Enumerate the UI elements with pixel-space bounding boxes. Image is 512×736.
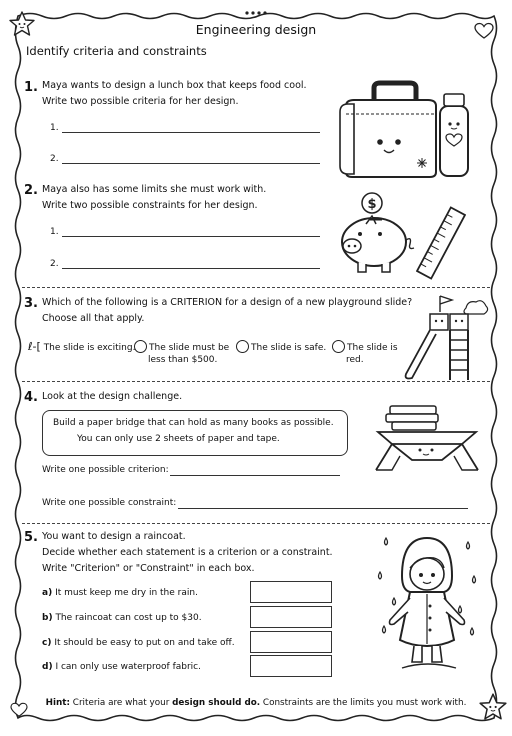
- q3-number: 3.: [24, 296, 38, 311]
- star-icon: [478, 692, 508, 722]
- radio-circle-icon: [332, 340, 345, 353]
- radio-circle-icon: [236, 340, 249, 353]
- q1-blank-label-2: 2.: [50, 154, 59, 164]
- q3-option-b[interactable]: The slide must be: [134, 340, 229, 353]
- q2-number: 2.: [24, 183, 38, 198]
- challenge-box: [42, 410, 348, 456]
- q3-option-c[interactable]: The slide is safe.: [236, 340, 326, 353]
- raincoat-child-icon: [372, 528, 482, 674]
- q1-line1: Maya wants to design a lunch box that keeps food cool.: [42, 80, 307, 91]
- radio-circle-icon: [134, 340, 147, 353]
- q5-answer-box-c[interactable]: [250, 631, 332, 653]
- q1-blank-label-1: 1.: [50, 123, 59, 133]
- q5-answer-box-a[interactable]: [250, 581, 332, 603]
- q5-item-a: a) It must keep me dry in the rain.: [42, 588, 198, 598]
- q1-answer-line-1[interactable]: [62, 132, 320, 133]
- hint: Hint: Criteria are what your design should do. Constraints are the limits you must work with.: [45, 698, 467, 708]
- challenge-line2: You can only use 2 sheets of paper and tape.: [77, 434, 280, 444]
- q1-line2: Write two possible criteria for her design.: [42, 96, 239, 107]
- q3-line2: Choose all that apply.: [42, 313, 145, 324]
- q4-number: 4.: [24, 390, 38, 405]
- q5-line2: Decide whether each statement is a criterion or a constraint.: [42, 547, 333, 558]
- q5-item-b: b) The raincoat can cost up to $30.: [42, 613, 202, 623]
- constraint-label: Write one possible constraint:: [42, 498, 177, 508]
- checkmark-icon: ℓ-[: [28, 340, 41, 353]
- q3-option-d[interactable]: The slide is: [332, 340, 398, 353]
- q3-option-d-line2: red.: [346, 355, 364, 365]
- svg-text:$: $: [367, 197, 377, 212]
- q4-line1: Look at the design challenge.: [42, 391, 183, 402]
- q2-line1: Maya also has some limits she must work with.: [42, 184, 267, 195]
- q5-item-c: c) It should be easy to put on and take off.: [42, 638, 235, 648]
- q5-line3: Write "Criterion" or "Constraint" in each box.: [42, 563, 255, 574]
- slide-icon: [400, 292, 492, 382]
- book-bridge-icon: [372, 400, 482, 480]
- page-subtitle: Identify criteria and constraints: [26, 44, 207, 58]
- q3-option-b-line2: less than $500.: [148, 355, 218, 365]
- q5-answer-box-b[interactable]: [250, 606, 332, 628]
- q1-answer-line-2[interactable]: [62, 163, 320, 164]
- q5-answer-box-d[interactable]: [250, 655, 332, 677]
- q3-option-a[interactable]: ℓ-[ The slide is exciting.: [28, 340, 136, 353]
- challenge-line1: Build a paper bridge that can hold as many books as possible.: [53, 418, 334, 428]
- q5-number: 5.: [24, 530, 38, 545]
- ruler-icon: [416, 205, 466, 281]
- section-divider: [22, 523, 490, 524]
- heart-icon: [10, 702, 28, 718]
- constraint-answer-line[interactable]: [178, 508, 468, 509]
- q5-item-d: d) I can only use waterproof fabric.: [42, 662, 201, 672]
- q1-number: 1.: [24, 80, 38, 95]
- q5-line1: You want to design a raincoat.: [42, 531, 186, 542]
- page-title: Engineering design: [195, 22, 317, 37]
- criterion-label: Write one possible criterion:: [42, 465, 169, 475]
- q3-line1: Which of the following is a CRITERION for a design of a new playground slide?: [42, 297, 413, 308]
- section-divider: [22, 287, 490, 288]
- q2-answer-line-1[interactable]: [62, 236, 320, 237]
- q2-blank-label-2: 2.: [50, 259, 59, 269]
- q2-answer-line-2[interactable]: [62, 268, 320, 269]
- lunchbox-icon: [336, 80, 472, 180]
- q2-blank-label-1: 1.: [50, 227, 59, 237]
- section-divider: [22, 381, 490, 382]
- q2-line2: Write two possible constraints for her design.: [42, 200, 258, 211]
- criterion-answer-line[interactable]: [170, 475, 340, 476]
